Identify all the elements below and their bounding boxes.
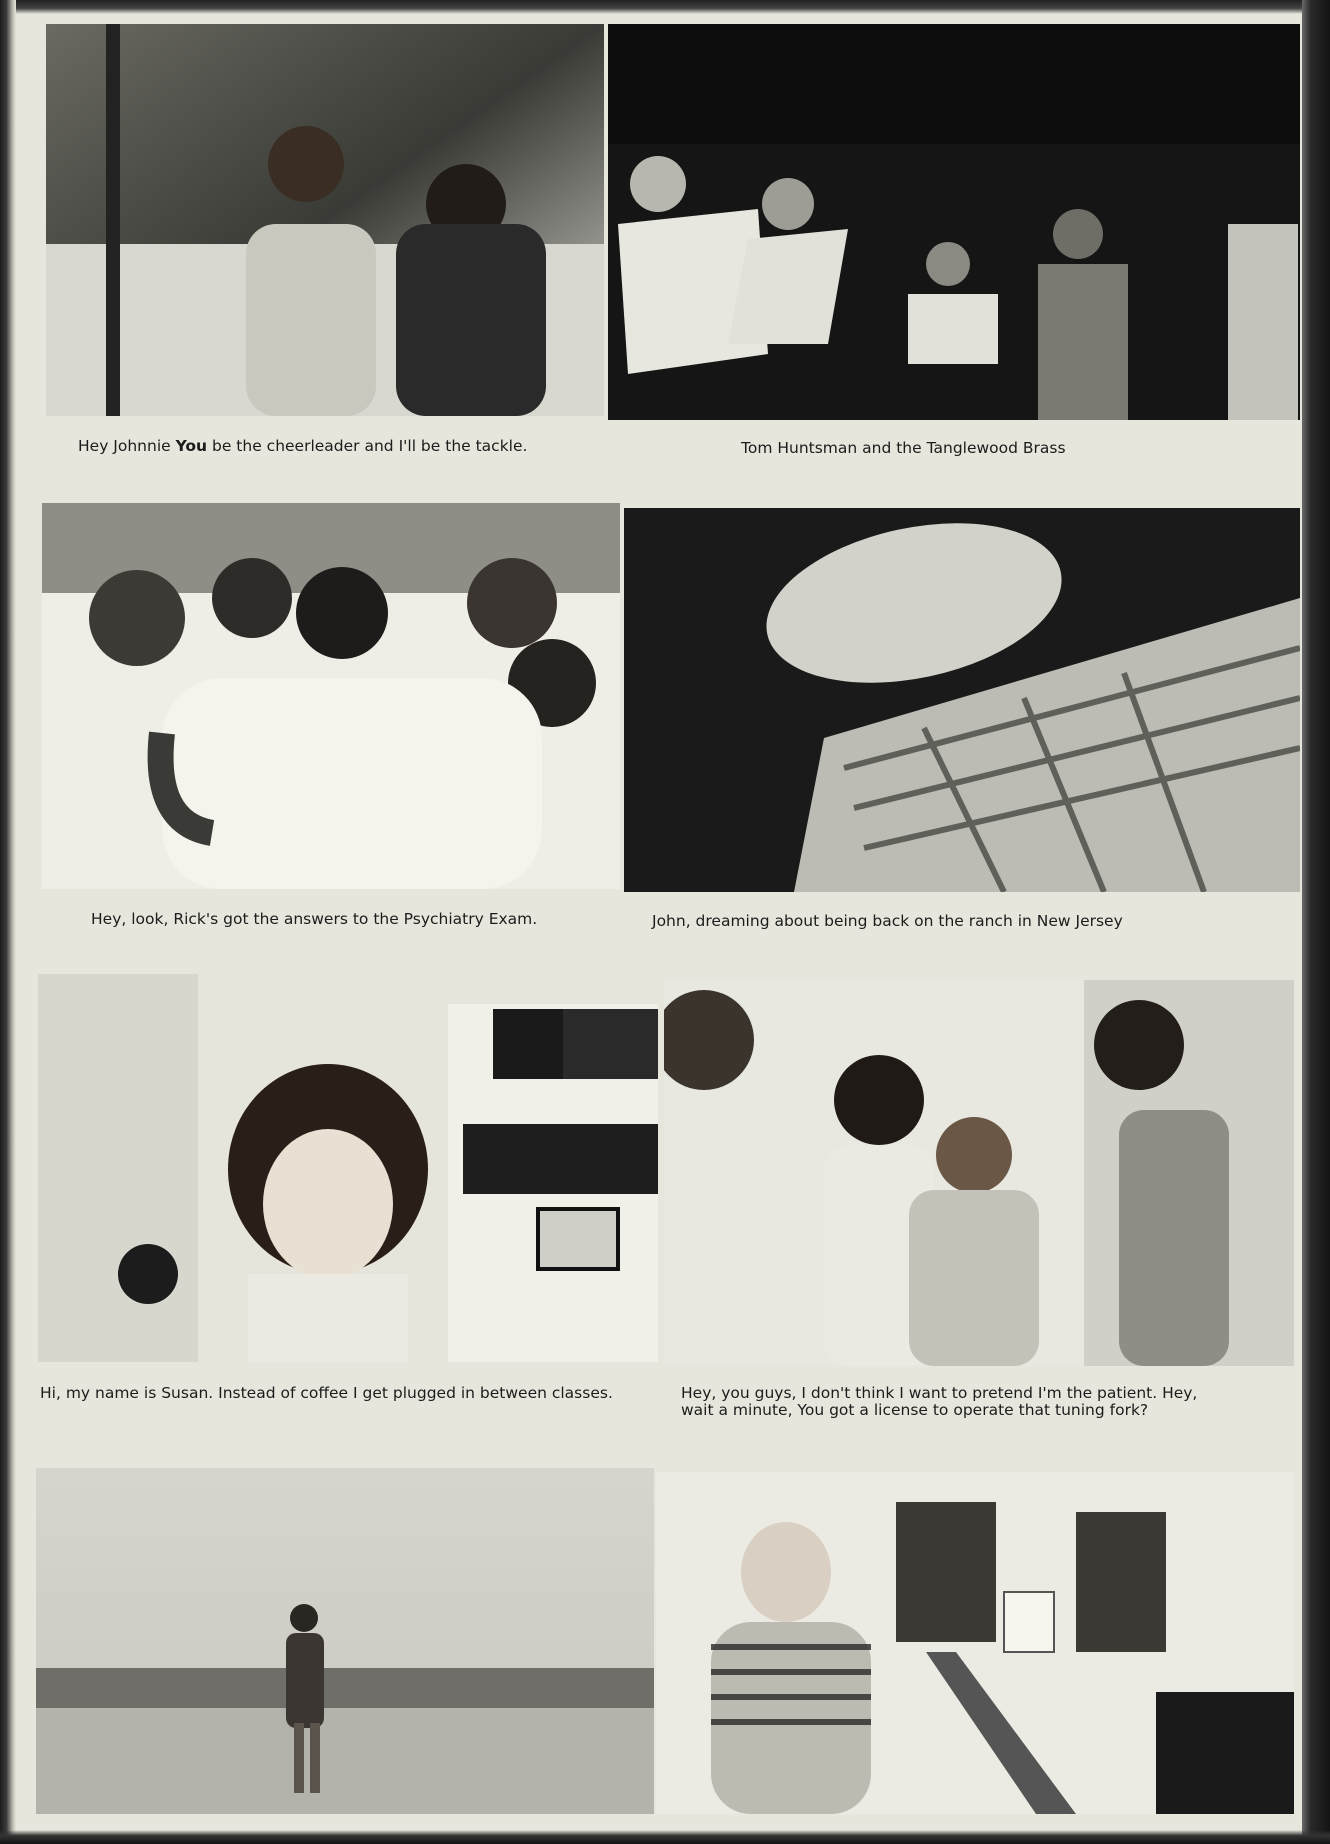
photo-dreaming bbox=[624, 508, 1300, 892]
page-edge-top bbox=[0, 0, 1330, 14]
page-edge-bottom bbox=[0, 1830, 1330, 1844]
photo-lab bbox=[656, 1472, 1294, 1814]
page-edge-right bbox=[1302, 0, 1330, 1844]
caption-crowd: Hey, look, Rick's got the answers to the Psychiatry Exam. bbox=[91, 910, 538, 928]
caption-tuning-fork: Hey, you guys, I don't think I want to pretend I'm the patient. Hey, wait a minute, You got a license to operate that tuning fork? bbox=[681, 1384, 1198, 1419]
caption-cheerleader bbox=[78, 438, 527, 455]
caption-dreaming: John, dreaming about being back on the ranch in New Jersey bbox=[652, 912, 1123, 930]
caption-cheerleader-bold: You bbox=[175, 437, 208, 455]
caption-cheerleader-suffix: be the cheerleader and I'll be the tackle. bbox=[207, 437, 528, 455]
photo-susan bbox=[38, 974, 658, 1362]
caption-cheerleader-prefix: Hey Johnnie bbox=[78, 437, 176, 455]
photo-cheerleader bbox=[46, 24, 604, 416]
caption-susan: Hi, my name is Susan. Instead of coffee I get plugged in between classes. bbox=[40, 1384, 613, 1402]
caption-brass-band: Tom Huntsman and the Tanglewood Brass bbox=[741, 439, 1066, 457]
photo-crowd bbox=[42, 503, 620, 889]
page-edge-left bbox=[0, 0, 16, 1844]
photo-tuning-fork bbox=[664, 980, 1294, 1366]
photo-brass-band bbox=[608, 24, 1300, 420]
photo-beach bbox=[36, 1468, 654, 1814]
